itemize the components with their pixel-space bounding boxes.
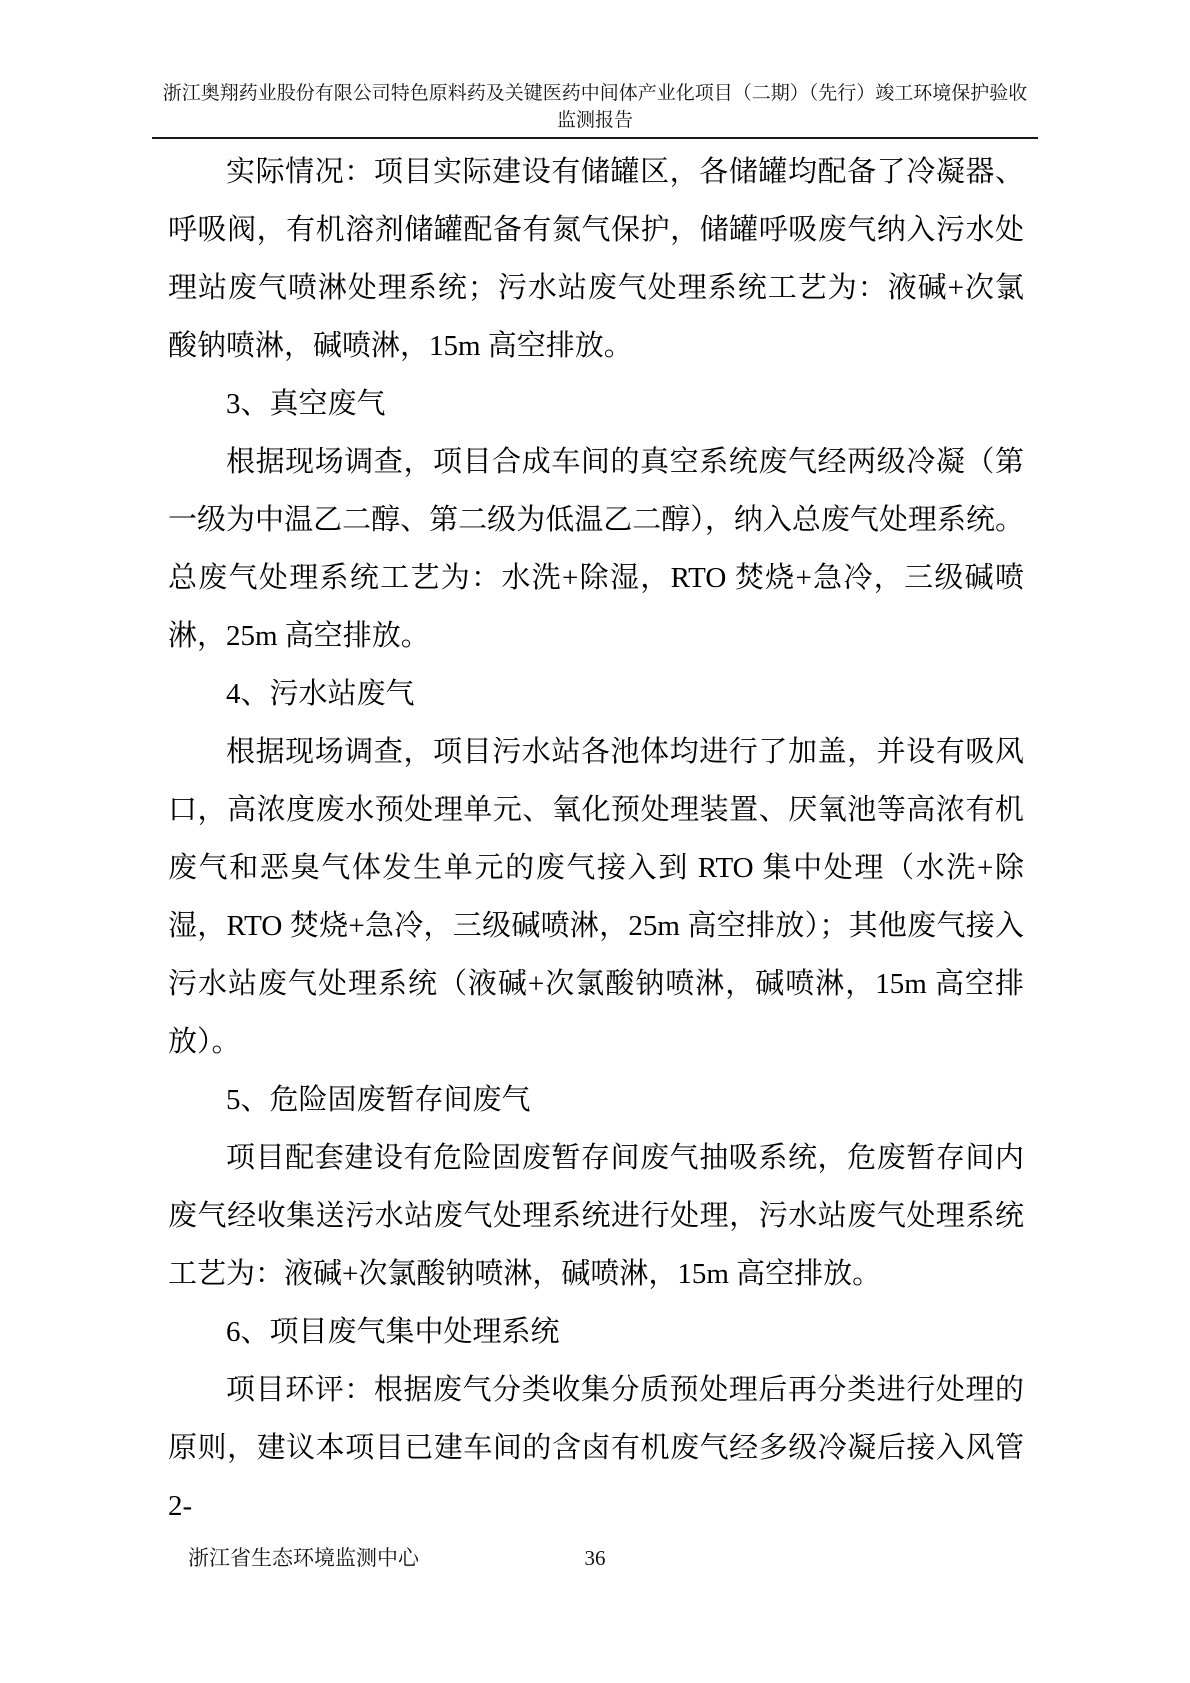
section-heading: 4、污水站废气 bbox=[226, 678, 415, 710]
paragraph: 根据现场调查，项目合成车间的真空系统废气经两级冷凝（第一级为中温乙二醇、第二级为低温乙二醇），纳入总废气处理系统。总废气处理系统工艺为：水洗+除湿，RTO 焚烧+急冷，三级碱喷淋，25m 高空排放。 bbox=[168, 446, 1024, 652]
paragraph: 项目环评：根据废气分类收集分质预处理后再分类进行处理的原则，建议本项目已建车间的含卤有机废气经多级冷凝后接入风管 2- bbox=[168, 1374, 1024, 1522]
page-number: 36 bbox=[584, 1546, 606, 1570]
header-title-line2: 监测报告 bbox=[556, 110, 633, 131]
footer-organization: 浙江省生态环境监测中心 bbox=[188, 1546, 419, 1570]
paragraph: 实际情况：项目实际建设有储罐区，各储罐均配备了冷凝器、呼吸阀，有机溶剂储罐配备有氮气保护，储罐呼吸废气纳入污水处理站废气喷淋处理系统；污水站废气处理系统工艺为：液碱+次氯酸钠喷淋，碱喷淋，15m 高空排放。 bbox=[168, 156, 1024, 362]
document-body bbox=[168, 143, 1024, 1535]
section-heading: 5、危险固废暂存间废气 bbox=[226, 1084, 531, 1116]
page-header bbox=[152, 80, 1038, 139]
paragraph: 根据现场调查，项目污水站各池体均进行了加盖，并设有吸风口，高浓度废水预处理单元、氧化预处理装置、厌氧池等高浓有机废气和恶臭气体发生单元的废气接入到 RTO 集中处理（水洗+除湿，RTO 焚烧+急冷，三级碱喷淋，25m 高空排放）；其他废气接入污水站废气处理系统（液碱+次氯酸钠喷淋，碱喷淋，15m 高空排放）。 bbox=[168, 736, 1024, 1058]
section-heading: 6、项目废气集中处理系统 bbox=[226, 1316, 560, 1348]
header-title-line1: 浙江奥翔药业股份有限公司特色原料药及关键医药中间体产业化项目（二期）（先行）竣工环境保护验收 bbox=[162, 83, 1028, 104]
paragraph: 项目配套建设有危险固废暂存间废气抽吸系统，危废暂存间内废气经收集送污水站废气处理系统进行处理，污水站废气处理系统工艺为：液碱+次氯酸钠喷淋，碱喷淋，15m 高空排放。 bbox=[168, 1142, 1024, 1290]
section-heading: 3、真空废气 bbox=[226, 388, 386, 420]
